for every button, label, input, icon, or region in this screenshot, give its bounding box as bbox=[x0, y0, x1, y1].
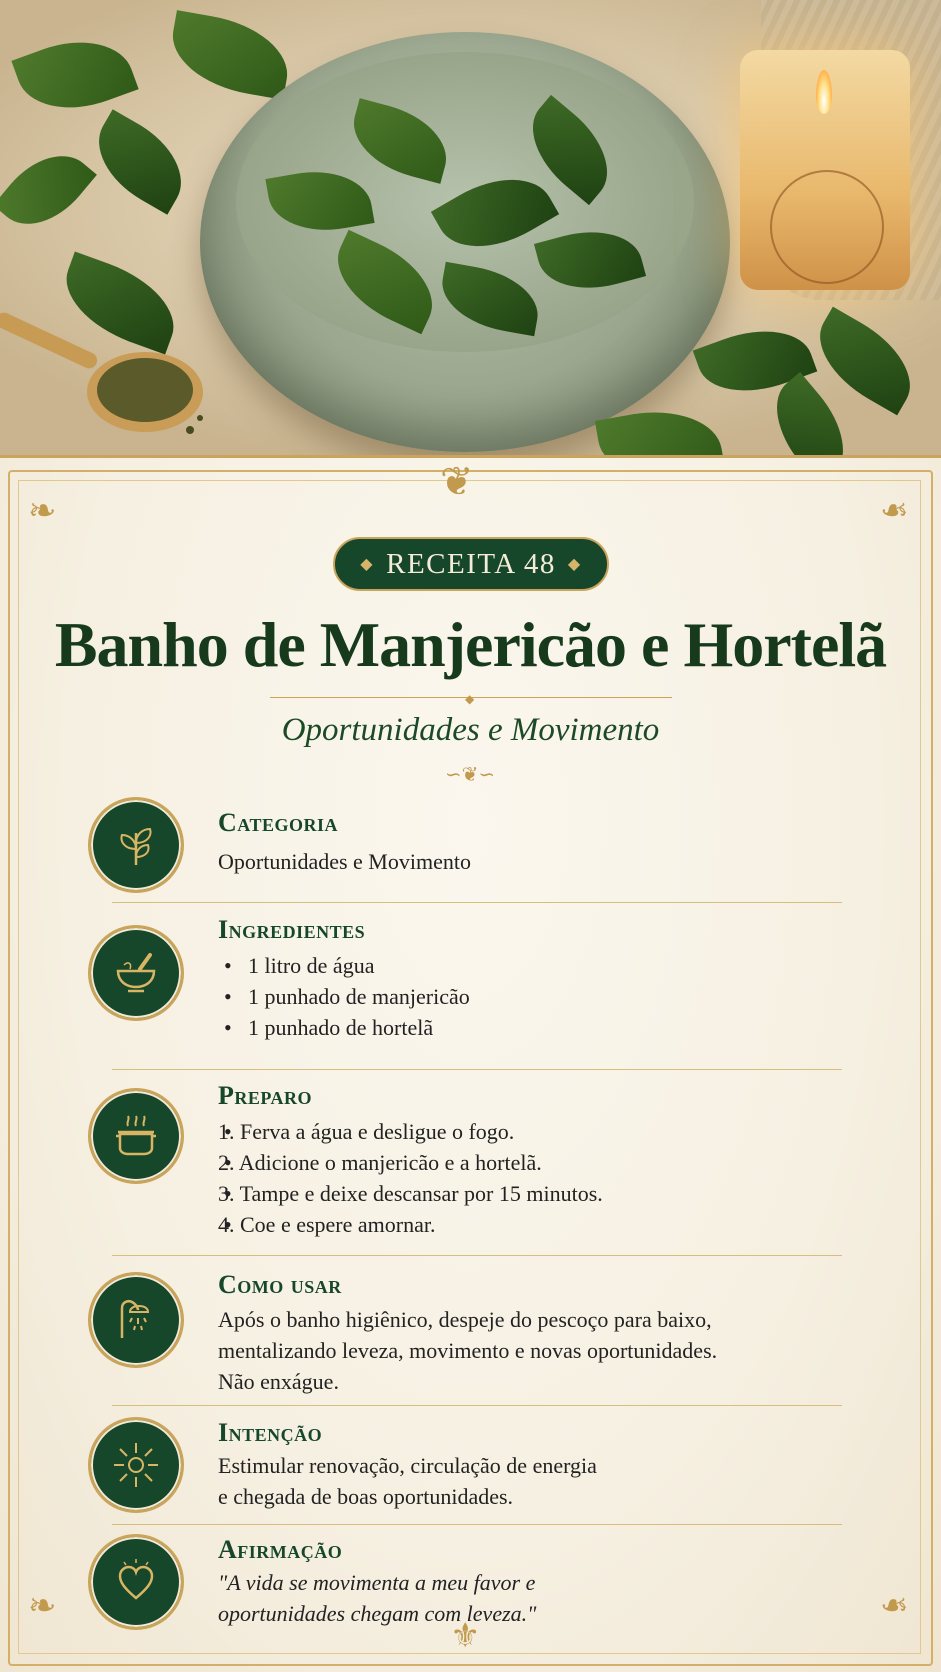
recipe-number-badge bbox=[333, 537, 609, 591]
candle-flame bbox=[816, 70, 832, 114]
ingredient-item: • 1 punhado de hortelã bbox=[218, 1012, 470, 1043]
preparation-steps bbox=[218, 1116, 603, 1240]
corner-flourish-top-left: ❧ bbox=[28, 493, 57, 530]
section-divider bbox=[112, 1405, 842, 1406]
intention-line: e chegada de boas oportunidades. bbox=[218, 1484, 514, 1509]
step-item: • 3. Tampe e deixe descansar por 15 minutos. bbox=[218, 1178, 603, 1209]
section-title-categoria: Categoria bbox=[218, 808, 338, 837]
spoon-dried-herbs-image bbox=[0, 300, 210, 450]
usage-line: Não enxágue. bbox=[218, 1369, 339, 1394]
heart-icon bbox=[88, 1534, 184, 1630]
bottom-ornament: ⚜ bbox=[450, 1618, 481, 1655]
usage-text bbox=[218, 1304, 717, 1397]
affirmation-text bbox=[218, 1567, 536, 1629]
section-divider bbox=[112, 1524, 842, 1525]
mortar-pestle-icon bbox=[88, 925, 184, 1021]
ingredient-item: • 1 litro de água bbox=[218, 950, 470, 981]
affirmation-line: oportunidades chegam com leveza." bbox=[218, 1601, 537, 1626]
section-title-intencao: Intenção bbox=[218, 1418, 323, 1447]
ingredients-list bbox=[218, 950, 470, 1043]
corner-flourish-bottom-right: ❧ bbox=[880, 1588, 909, 1625]
section-title-preparo: Preparo bbox=[218, 1081, 313, 1110]
step-item: • 4. Coe e espere amornar. bbox=[218, 1209, 603, 1240]
usage-line: mentalizando leveza, movimento e novas oportunidades. bbox=[218, 1338, 718, 1363]
badge-label: RECEITA 48 bbox=[386, 547, 556, 580]
cooking-pot-icon bbox=[88, 1088, 184, 1184]
section-title-afirmacao: Afirmação bbox=[218, 1535, 343, 1564]
shower-icon bbox=[88, 1272, 184, 1368]
diamond-icon: ◆ bbox=[360, 556, 375, 573]
categoria-text: Oportunidades e Movimento bbox=[218, 849, 471, 874]
sprout-icon bbox=[88, 797, 184, 893]
subtitle-ornament: ∽❦∽ bbox=[444, 764, 496, 786]
herbal-bath-photo bbox=[0, 0, 941, 520]
usage-line: Após o banho higiênico, despeje do pescoço para baixo, bbox=[218, 1307, 712, 1332]
sun-icon bbox=[88, 1417, 184, 1513]
section-divider bbox=[112, 1255, 842, 1256]
corner-flourish-top-right: ❧ bbox=[880, 493, 909, 530]
ingredient-item: • 1 punhado de manjericão bbox=[218, 981, 470, 1012]
top-ornament: ❦ bbox=[440, 459, 474, 504]
mandala-decoration bbox=[770, 170, 884, 284]
intention-line: Estimular renovação, circulação de energia bbox=[218, 1453, 597, 1478]
step-item: • 2. Adicione o manjericão e a hortelã. bbox=[218, 1147, 603, 1178]
diamond-icon: ◆ bbox=[567, 556, 582, 573]
basil-leaf-image bbox=[0, 136, 97, 244]
section-divider bbox=[112, 902, 842, 903]
step-item: • 1. Ferva a água e desligue o fogo. bbox=[218, 1116, 603, 1147]
diamond-icon: ◆ bbox=[465, 692, 475, 706]
basil-leaf-image bbox=[81, 109, 200, 214]
section-title-ingredientes: Ingredientes bbox=[218, 915, 366, 944]
recipe-subtitle: Oportunidades e Movimento bbox=[281, 712, 660, 748]
section-divider bbox=[112, 1069, 842, 1070]
section-title-como-usar: Como usar bbox=[218, 1270, 342, 1299]
basil-leaf-image bbox=[11, 23, 138, 126]
intention-text bbox=[218, 1450, 597, 1512]
corner-flourish-bottom-left: ❧ bbox=[28, 1588, 57, 1625]
basil-leaf-image bbox=[165, 10, 295, 100]
affirmation-line: "A vida se movimenta a meu favor e bbox=[218, 1570, 536, 1595]
recipe-title: Banho de Manjericão e Hortelã bbox=[54, 609, 887, 680]
